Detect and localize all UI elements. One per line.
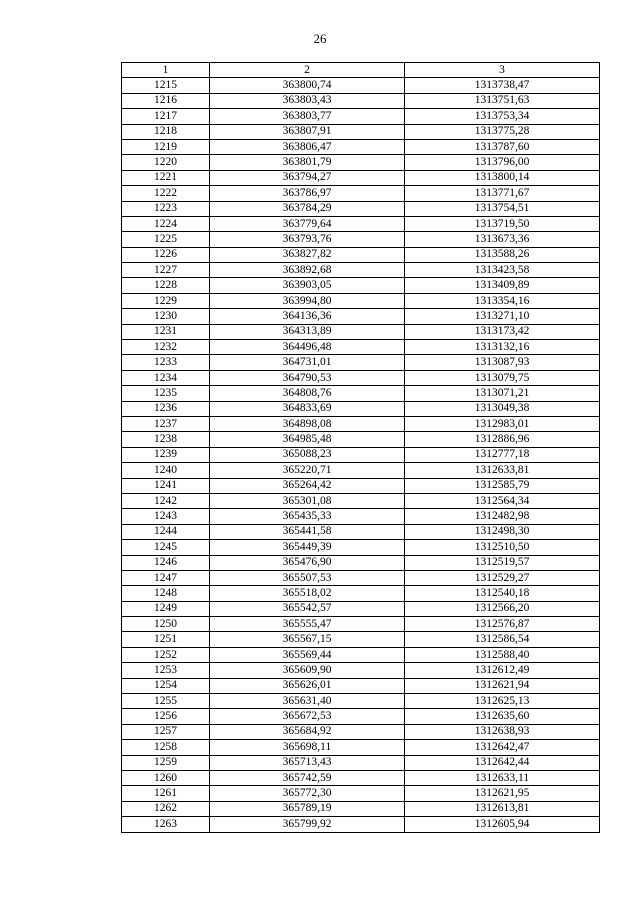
point-number-cell: 1242: [122, 493, 210, 508]
table-row: [122, 478, 600, 493]
x-coordinate-cell: 364808,76: [210, 386, 405, 401]
point-number-cell: 1258: [122, 740, 210, 755]
point-number-cell: 1249: [122, 601, 210, 616]
table-row: [122, 570, 600, 585]
x-coordinate-cell: 365555,47: [210, 617, 405, 632]
point-number-cell: 1224: [122, 216, 210, 231]
x-coordinate-cell: 364833,69: [210, 401, 405, 416]
point-number-cell: 1237: [122, 416, 210, 431]
x-coordinate-cell: 363801,79: [210, 155, 405, 170]
x-coordinate-cell: 363903,05: [210, 278, 405, 293]
point-number-cell: 1230: [122, 309, 210, 324]
y-coordinate-cell: 1312566,20: [405, 601, 600, 616]
table-row: [122, 555, 600, 570]
table-row: [122, 801, 600, 816]
x-coordinate-cell: 365567,15: [210, 632, 405, 647]
table-row: [122, 463, 600, 478]
y-coordinate-cell: 1312519,57: [405, 555, 600, 570]
table-row: [122, 817, 600, 832]
point-number-cell: 1253: [122, 663, 210, 678]
x-coordinate-cell: 364496,48: [210, 340, 405, 355]
y-coordinate-cell: 1313079,75: [405, 370, 600, 385]
y-coordinate-cell: 1312585,79: [405, 478, 600, 493]
x-coordinate-cell: 365789,19: [210, 801, 405, 816]
table-row: [122, 678, 600, 693]
point-number-cell: 1263: [122, 817, 210, 832]
table-row: [122, 232, 600, 247]
point-number-cell: 1225: [122, 232, 210, 247]
y-coordinate-cell: 1313132,16: [405, 340, 600, 355]
y-coordinate-cell: 1313719,50: [405, 216, 600, 231]
table-row: [122, 694, 600, 709]
table-row: [122, 493, 600, 508]
point-number-cell: 1216: [122, 93, 210, 108]
x-coordinate-cell: 365684,92: [210, 724, 405, 739]
point-number-cell: 1234: [122, 370, 210, 385]
y-coordinate-cell: 1313751,63: [405, 93, 600, 108]
x-coordinate-cell: 364136,36: [210, 309, 405, 324]
point-number-cell: 1251: [122, 632, 210, 647]
table-row: [122, 447, 600, 462]
table-row: [122, 170, 600, 185]
y-coordinate-cell: 1313049,38: [405, 401, 600, 416]
y-coordinate-cell: 1312586,54: [405, 632, 600, 647]
x-coordinate-cell: 363892,68: [210, 263, 405, 278]
y-coordinate-cell: 1313423,58: [405, 263, 600, 278]
point-number-cell: 1218: [122, 124, 210, 139]
point-number-cell: 1229: [122, 293, 210, 308]
point-number-cell: 1244: [122, 524, 210, 539]
y-coordinate-cell: 1313087,93: [405, 355, 600, 370]
x-coordinate-cell: 365742,59: [210, 770, 405, 785]
y-coordinate-cell: 1312638,93: [405, 724, 600, 739]
x-coordinate-cell: 365301,08: [210, 493, 405, 508]
y-coordinate-cell: 1312612,49: [405, 663, 600, 678]
point-number-cell: 1228: [122, 278, 210, 293]
table-row: [122, 401, 600, 416]
x-coordinate-cell: 365569,44: [210, 647, 405, 662]
x-coordinate-cell: 365626,01: [210, 678, 405, 693]
y-coordinate-cell: 1313173,42: [405, 324, 600, 339]
table-row: [122, 216, 600, 231]
table-row: [122, 724, 600, 739]
x-coordinate-cell: 364731,01: [210, 355, 405, 370]
x-coordinate-cell: 365672,53: [210, 709, 405, 724]
point-number-cell: 1250: [122, 617, 210, 632]
table-row: [122, 617, 600, 632]
table-header-row: [122, 63, 600, 78]
table-row: [122, 524, 600, 539]
y-coordinate-cell: 1313787,60: [405, 139, 600, 154]
table-row: [122, 416, 600, 431]
point-number-cell: 1243: [122, 509, 210, 524]
point-number-cell: 1260: [122, 770, 210, 785]
y-coordinate-cell: 1313271,10: [405, 309, 600, 324]
y-coordinate-cell: 1312635,60: [405, 709, 600, 724]
column-header-1: 1: [122, 63, 210, 78]
point-number-cell: 1247: [122, 570, 210, 585]
table-row: [122, 247, 600, 262]
point-number-cell: 1235: [122, 386, 210, 401]
x-coordinate-cell: 365698,11: [210, 740, 405, 755]
y-coordinate-cell: 1313754,51: [405, 201, 600, 216]
table-row: [122, 201, 600, 216]
table-row: [122, 324, 600, 339]
point-number-cell: 1217: [122, 109, 210, 124]
y-coordinate-cell: 1312633,11: [405, 770, 600, 785]
y-coordinate-cell: 1312588,40: [405, 647, 600, 662]
point-number-cell: 1238: [122, 432, 210, 447]
point-number-cell: 1227: [122, 263, 210, 278]
x-coordinate-cell: 365518,02: [210, 586, 405, 601]
point-number-cell: 1239: [122, 447, 210, 462]
y-coordinate-cell: 1312564,34: [405, 493, 600, 508]
x-coordinate-cell: 365799,92: [210, 817, 405, 832]
x-coordinate-cell: 365542,57: [210, 601, 405, 616]
y-coordinate-cell: 1312576,87: [405, 617, 600, 632]
y-coordinate-cell: 1312510,50: [405, 540, 600, 555]
point-number-cell: 1252: [122, 647, 210, 662]
y-coordinate-cell: 1313753,34: [405, 109, 600, 124]
y-coordinate-cell: 1312642,44: [405, 755, 600, 770]
point-number-cell: 1256: [122, 709, 210, 724]
table-body: [122, 78, 600, 832]
y-coordinate-cell: 1312621,95: [405, 786, 600, 801]
column-header-3: 3: [405, 63, 600, 78]
x-coordinate-cell: 365088,23: [210, 447, 405, 462]
x-coordinate-cell: 365507,53: [210, 570, 405, 585]
point-number-cell: 1221: [122, 170, 210, 185]
x-coordinate-cell: 363807,91: [210, 124, 405, 139]
y-coordinate-cell: 1312886,96: [405, 432, 600, 447]
point-number-cell: 1245: [122, 540, 210, 555]
x-coordinate-cell: 364898,08: [210, 416, 405, 431]
x-coordinate-cell: 363800,74: [210, 78, 405, 93]
column-header-2: 2: [210, 63, 405, 78]
table-row: [122, 786, 600, 801]
page-number: 26: [313, 31, 327, 46]
point-number-cell: 1255: [122, 694, 210, 709]
y-coordinate-cell: 1312529,27: [405, 570, 600, 585]
x-coordinate-cell: 364313,89: [210, 324, 405, 339]
x-coordinate-cell: 363794,27: [210, 170, 405, 185]
table-row: [122, 632, 600, 647]
y-coordinate-cell: 1313800,14: [405, 170, 600, 185]
table-row: [122, 93, 600, 108]
y-coordinate-cell: 1313796,00: [405, 155, 600, 170]
table-row: [122, 155, 600, 170]
x-coordinate-cell: 363803,77: [210, 109, 405, 124]
y-coordinate-cell: 1312625,13: [405, 694, 600, 709]
y-coordinate-cell: 1312621,94: [405, 678, 600, 693]
y-coordinate-cell: 1312777,18: [405, 447, 600, 462]
x-coordinate-cell: 364985,48: [210, 432, 405, 447]
y-coordinate-cell: 1313775,28: [405, 124, 600, 139]
x-coordinate-cell: 363793,76: [210, 232, 405, 247]
point-number-cell: 1240: [122, 463, 210, 478]
point-number-cell: 1262: [122, 801, 210, 816]
point-number-cell: 1254: [122, 678, 210, 693]
point-number-cell: 1223: [122, 201, 210, 216]
point-number-cell: 1220: [122, 155, 210, 170]
table-row: [122, 370, 600, 385]
table-row: [122, 663, 600, 678]
table-row: [122, 186, 600, 201]
y-coordinate-cell: 1312540,18: [405, 586, 600, 601]
y-coordinate-cell: 1313771,67: [405, 186, 600, 201]
point-number-cell: 1215: [122, 78, 210, 93]
y-coordinate-cell: 1312498,30: [405, 524, 600, 539]
table-row: [122, 263, 600, 278]
y-coordinate-cell: 1313354,16: [405, 293, 600, 308]
y-coordinate-cell: 1312642,47: [405, 740, 600, 755]
table-row: [122, 755, 600, 770]
y-coordinate-cell: 1313738,47: [405, 78, 600, 93]
x-coordinate-cell: 363827,82: [210, 247, 405, 262]
x-coordinate-cell: 365264,42: [210, 478, 405, 493]
table-row: [122, 540, 600, 555]
x-coordinate-cell: 363994,80: [210, 293, 405, 308]
point-number-cell: 1226: [122, 247, 210, 262]
x-coordinate-cell: 363784,29: [210, 201, 405, 216]
y-coordinate-cell: 1313673,36: [405, 232, 600, 247]
y-coordinate-cell: 1313409,89: [405, 278, 600, 293]
y-coordinate-cell: 1313071,21: [405, 386, 600, 401]
point-number-cell: 1261: [122, 786, 210, 801]
table-row: [122, 386, 600, 401]
table-row: [122, 309, 600, 324]
y-coordinate-cell: 1312605,94: [405, 817, 600, 832]
point-number-cell: 1231: [122, 324, 210, 339]
point-number-cell: 1248: [122, 586, 210, 601]
table-row: [122, 340, 600, 355]
table-row: [122, 770, 600, 785]
x-coordinate-cell: 363806,47: [210, 139, 405, 154]
x-coordinate-cell: 365631,40: [210, 694, 405, 709]
point-number-cell: 1232: [122, 340, 210, 355]
table-row: [122, 509, 600, 524]
table-row: [122, 355, 600, 370]
table-row: [122, 124, 600, 139]
x-coordinate-cell: 365609,90: [210, 663, 405, 678]
x-coordinate-cell: 365441,58: [210, 524, 405, 539]
y-coordinate-cell: 1312983,01: [405, 416, 600, 431]
y-coordinate-cell: 1312482,98: [405, 509, 600, 524]
x-coordinate-cell: 365476,90: [210, 555, 405, 570]
x-coordinate-cell: 365772,30: [210, 786, 405, 801]
table-row: [122, 601, 600, 616]
x-coordinate-cell: 363779,64: [210, 216, 405, 231]
table-row: [122, 586, 600, 601]
table-row: [122, 139, 600, 154]
table-row: [122, 278, 600, 293]
y-coordinate-cell: 1312633,81: [405, 463, 600, 478]
point-number-cell: 1259: [122, 755, 210, 770]
point-number-cell: 1236: [122, 401, 210, 416]
x-coordinate-cell: 364790,53: [210, 370, 405, 385]
point-number-cell: 1219: [122, 139, 210, 154]
y-coordinate-cell: 1313588,26: [405, 247, 600, 262]
table-row: [122, 109, 600, 124]
y-coordinate-cell: 1312613,81: [405, 801, 600, 816]
point-number-cell: 1233: [122, 355, 210, 370]
point-number-cell: 1246: [122, 555, 210, 570]
x-coordinate-cell: 365435,33: [210, 509, 405, 524]
point-number-cell: 1241: [122, 478, 210, 493]
x-coordinate-cell: 363786,97: [210, 186, 405, 201]
table-row: [122, 293, 600, 308]
table-row: [122, 740, 600, 755]
table-row: [122, 647, 600, 662]
x-coordinate-cell: 363803,43: [210, 93, 405, 108]
x-coordinate-cell: 365220,71: [210, 463, 405, 478]
table-row: [122, 78, 600, 93]
x-coordinate-cell: 365713,43: [210, 755, 405, 770]
point-number-cell: 1257: [122, 724, 210, 739]
table-row: [122, 709, 600, 724]
x-coordinate-cell: 365449,39: [210, 540, 405, 555]
coordinates-table: [121, 62, 600, 833]
point-number-cell: 1222: [122, 186, 210, 201]
table-row: [122, 432, 600, 447]
